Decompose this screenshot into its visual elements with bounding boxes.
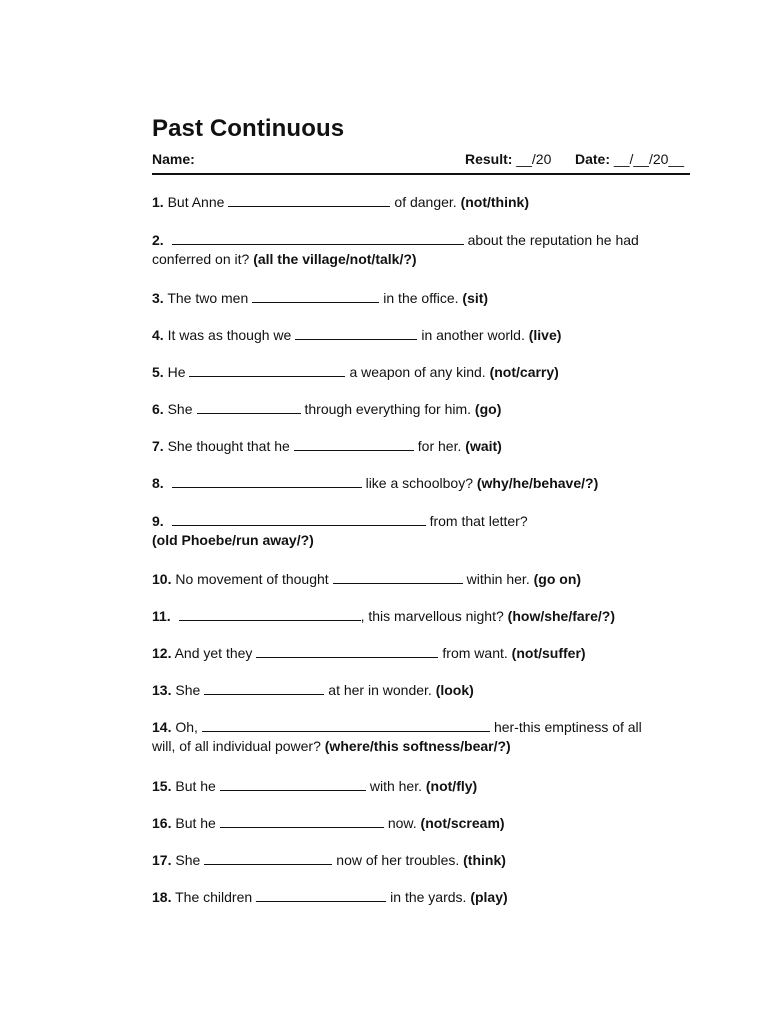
verb-hint: (go) <box>474 401 502 417</box>
answer-blank[interactable] <box>333 570 463 584</box>
question-text-after: her-this emptiness of all <box>493 719 642 735</box>
question-text-after: for her. <box>417 438 462 454</box>
question-15 <box>152 777 682 796</box>
verb-hint: (not/fly) <box>425 778 478 794</box>
answer-blank[interactable] <box>252 289 379 303</box>
question-text-after: in the office. <box>383 290 459 306</box>
question-number: 6. <box>152 401 164 417</box>
verb-hint: (not/think) <box>460 194 529 210</box>
question-text-before: He <box>167 364 186 380</box>
question-text-before: But he <box>175 778 216 794</box>
result-field <box>465 151 551 167</box>
answer-blank[interactable] <box>228 193 390 207</box>
question-13 <box>152 681 682 700</box>
question-18 <box>152 888 682 907</box>
result-label: Result: <box>465 151 513 167</box>
question-5 <box>152 363 682 382</box>
question-number: 5. <box>152 364 164 380</box>
question-number: 7. <box>152 438 164 454</box>
question-2 <box>152 231 682 269</box>
answer-blank[interactable] <box>172 231 464 245</box>
question-number: 17. <box>152 852 172 868</box>
result-value: __/20 <box>516 151 552 167</box>
question-text-after: now of her troubles. <box>336 852 460 868</box>
question-8 <box>152 474 682 493</box>
verb-hint: (wait) <box>465 438 502 454</box>
question-text-after: in another world. <box>421 327 525 343</box>
question-text-after: at her in wonder. <box>328 682 432 698</box>
verb-hint: (play) <box>470 889 508 905</box>
question-text-before: And yet they <box>174 645 253 661</box>
answer-blank[interactable] <box>204 851 332 865</box>
question-text-before: She <box>175 682 201 698</box>
answer-blank[interactable] <box>295 326 417 340</box>
question-number: 18. <box>152 889 172 905</box>
verb-hint: (not/suffer) <box>511 645 586 661</box>
page-title: Past Continuous <box>152 115 345 142</box>
question-text-before: But Anne <box>167 194 225 210</box>
answer-blank[interactable] <box>197 400 301 414</box>
question-number: 15. <box>152 778 172 794</box>
verb-hint: (go on) <box>533 571 582 587</box>
question-text-after: from that letter? <box>429 513 528 529</box>
verb-hint: (where/this softness/bear/?) <box>324 738 511 754</box>
question-text-before: The children <box>175 889 253 905</box>
question-text-before: No movement of thought <box>175 571 329 587</box>
question-10 <box>152 570 682 589</box>
question-text-after: through everything for him. <box>304 401 472 417</box>
date-value: __/__/20__ <box>613 151 684 167</box>
question-text-after: about the reputation he had <box>467 232 639 248</box>
question-number: 8. <box>152 475 164 491</box>
question-3 <box>152 289 682 308</box>
answer-blank[interactable] <box>172 474 362 488</box>
question-text-before: Oh, <box>175 719 198 735</box>
verb-hint: (think) <box>463 852 506 868</box>
question-number: 13. <box>152 682 172 698</box>
question-text-before: It was as though we <box>167 327 292 343</box>
answer-blank[interactable] <box>179 607 361 621</box>
question-12 <box>152 644 682 663</box>
question-text-after: , this marvellous night? <box>360 608 504 624</box>
question-number: 14. <box>152 719 172 735</box>
question-number: 3. <box>152 290 164 306</box>
question-text-after: with her. <box>369 778 422 794</box>
verb-hint: (why/he/behave/?) <box>476 475 599 491</box>
answer-blank[interactable] <box>256 888 386 902</box>
question-text-after: like a schoolboy? <box>365 475 473 491</box>
question-text-after: a weapon of any kind. <box>349 364 486 380</box>
verb-hint: (old Phoebe/run away/?) <box>152 532 314 548</box>
name-label: Name: <box>152 151 195 167</box>
verb-hint: (how/she/fare/?) <box>507 608 616 624</box>
question-number: 12. <box>152 645 172 661</box>
question-text-line2: conferred on it? <box>152 251 250 267</box>
question-number: 11. <box>152 608 171 624</box>
question-1 <box>152 193 682 212</box>
verb-hint: (look) <box>435 682 474 698</box>
answer-blank[interactable] <box>294 437 414 451</box>
question-text-before: She <box>167 401 193 417</box>
question-number: 16. <box>152 815 172 831</box>
answer-blank[interactable] <box>202 718 490 732</box>
question-7 <box>152 437 682 456</box>
verb-hint: (all the village/not/talk/?) <box>253 251 417 267</box>
verb-hint: (not/scream) <box>420 815 505 831</box>
date-field <box>575 151 684 167</box>
question-text-before: But he <box>175 815 216 831</box>
question-number: 4. <box>152 327 164 343</box>
answer-blank[interactable] <box>220 777 366 791</box>
question-16 <box>152 814 682 833</box>
question-text-before: The two men <box>167 290 249 306</box>
verb-hint: (sit) <box>462 290 489 306</box>
answer-blank[interactable] <box>204 681 324 695</box>
question-17 <box>152 851 682 870</box>
question-6 <box>152 400 682 419</box>
question-text-after: from want. <box>442 645 508 661</box>
question-number: 2. <box>152 232 164 248</box>
question-14 <box>152 718 682 756</box>
answer-blank[interactable] <box>189 363 345 377</box>
date-label: Date: <box>575 151 611 167</box>
question-text-before: She <box>175 852 201 868</box>
worksheet-header <box>152 151 690 171</box>
question-4 <box>152 326 682 345</box>
question-number: 10. <box>152 571 172 587</box>
question-text-before: She thought that he <box>167 438 290 454</box>
verb-hint: (live) <box>528 327 562 343</box>
question-text-line2: will, of all individual power? <box>152 738 321 754</box>
question-text-after: within her. <box>466 571 530 587</box>
answer-blank[interactable] <box>220 814 384 828</box>
question-number: 1. <box>152 194 164 210</box>
answer-blank[interactable] <box>172 512 426 526</box>
question-9 <box>152 512 682 550</box>
answer-blank[interactable] <box>256 644 438 658</box>
question-11 <box>152 607 682 626</box>
question-number: 9. <box>152 513 164 529</box>
header-divider <box>152 173 690 175</box>
verb-hint: (not/carry) <box>489 364 559 380</box>
question-text-after: of danger. <box>394 194 457 210</box>
question-text-after: now. <box>387 815 417 831</box>
question-text-after: in the yards. <box>390 889 467 905</box>
